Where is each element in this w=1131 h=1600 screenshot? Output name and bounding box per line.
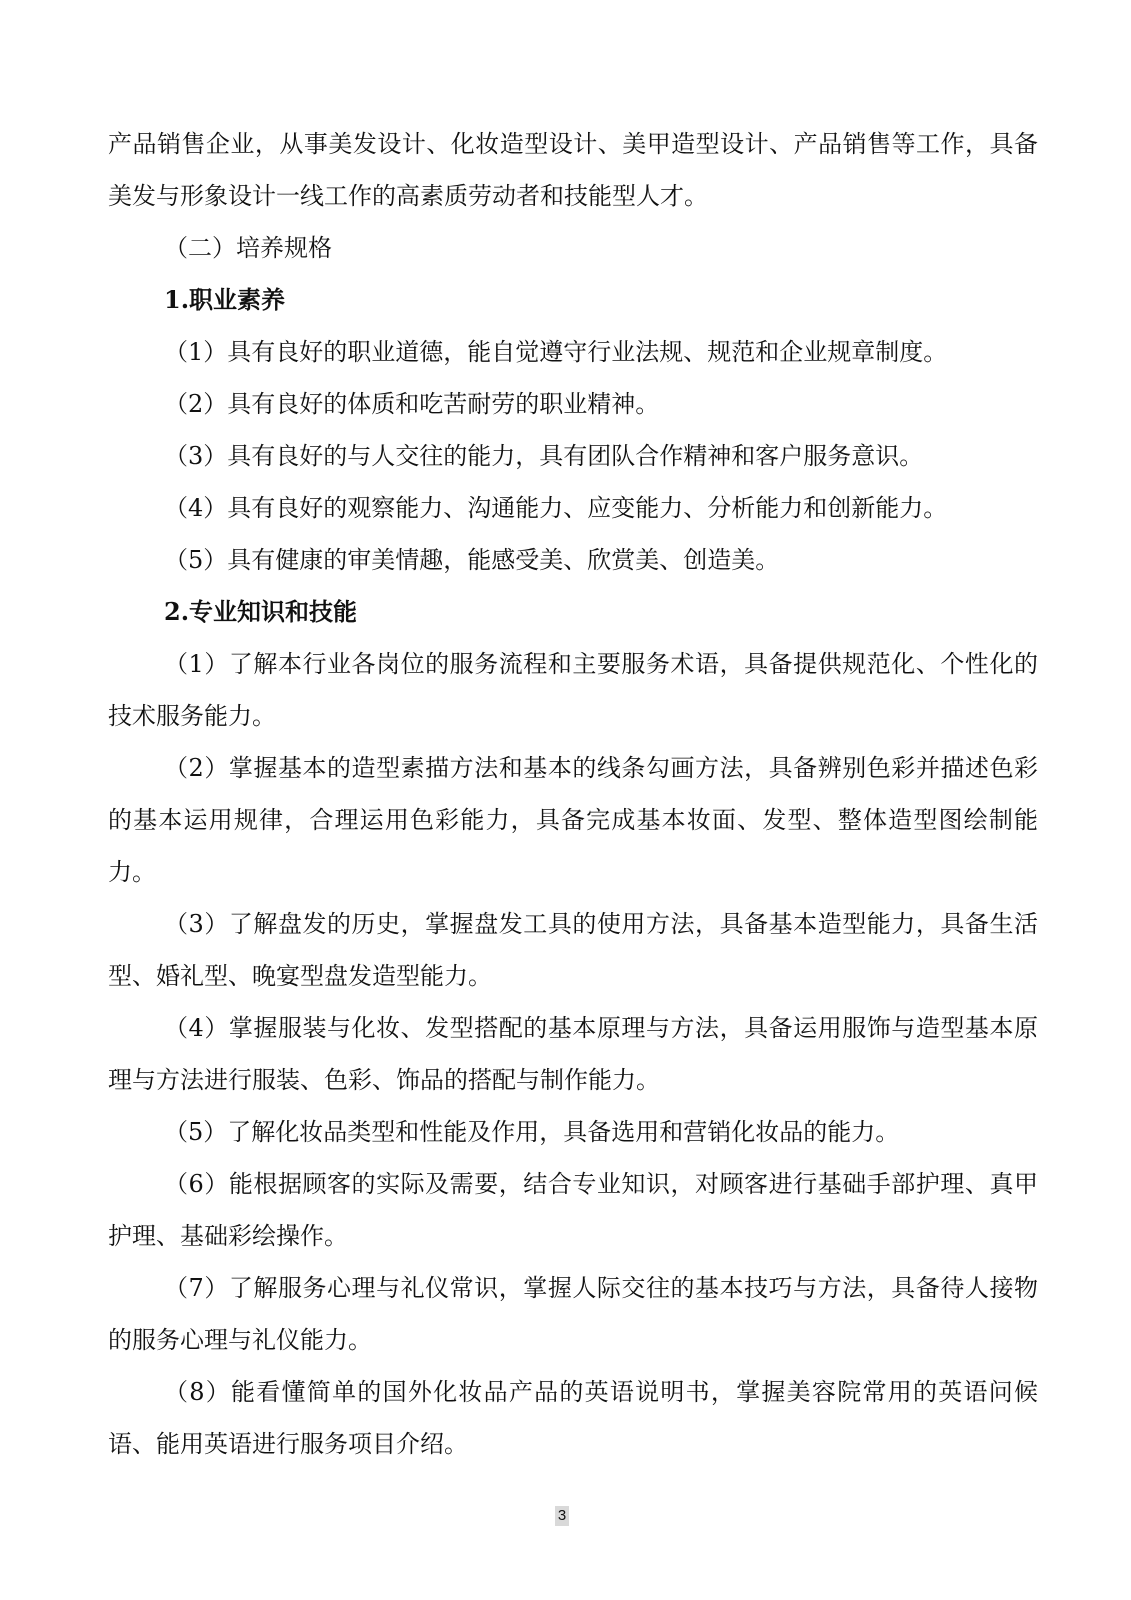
list-item: （6）能根据顾客的实际及需要，结合专业知识，对顾客进行基础手部护理、真甲护理、基础彩绘操作。 — [108, 1170, 1038, 1250]
list-item: （2）具有良好的体质和吃苦耐劳的职业精神。 — [164, 390, 660, 418]
section-heading-training-specs: （二）培养规格 — [164, 234, 332, 262]
document-body — [108, 118, 1038, 1470]
list-item: （3）具有良好的与人交往的能力，具有团队合作精神和客户服务意识。 — [164, 442, 924, 470]
subheading-professional-quality: 1.职业素养 — [164, 285, 286, 314]
list-item: （7）了解服务心理与礼仪常识，掌握人际交往的基本技巧与方法，具备待人接物的服务心理与礼仪能力。 — [108, 1274, 1038, 1354]
list-item: （4）掌握服装与化妆、发型搭配的基本原理与方法，具备运用服饰与造型基本原理与方法进行服装、色彩、饰品的搭配与制作能力。 — [108, 1014, 1038, 1094]
paragraph-intro: 产品销售企业，从事美发设计、化妆造型设计、美甲造型设计、产品销售等工作，具备美发与形象设计一线工作的高素质劳动者和技能型人才。 — [108, 130, 1038, 210]
list-item: （3）了解盘发的历史，掌握盘发工具的使用方法，具备基本造型能力，具备生活型、婚礼型、晚宴型盘发造型能力。 — [108, 910, 1038, 990]
list-item: （8）能看懂简单的国外化妆品产品的英语说明书，掌握美容院常用的英语问候语、能用英语进行服务项目介绍。 — [108, 1378, 1038, 1458]
list-item: （5）具有健康的审美情趣，能感受美、欣赏美、创造美。 — [164, 546, 780, 574]
list-item: （4）具有良好的观察能力、沟通能力、应变能力、分析能力和创新能力。 — [164, 494, 948, 522]
list-item: （1）了解本行业各岗位的服务流程和主要服务术语，具备提供规范化、个性化的技术服务能力。 — [108, 650, 1038, 730]
list-item: （5）了解化妆品类型和性能及作用，具备选用和营销化妆品的能力。 — [164, 1118, 900, 1146]
subheading-knowledge-skills: 2.专业知识和技能 — [164, 597, 358, 626]
list-item: （1）具有良好的职业道德，能自觉遵守行业法规、规范和企业规章制度。 — [164, 338, 948, 366]
page-number: 3 — [555, 1506, 569, 1526]
list-item: （2）掌握基本的造型素描方法和基本的线条勾画方法，具备辨别色彩并描述色彩的基本运用规律，合理运用色彩能力，具备完成基本妆面、发型、整体造型图绘制能力。 — [108, 754, 1038, 886]
